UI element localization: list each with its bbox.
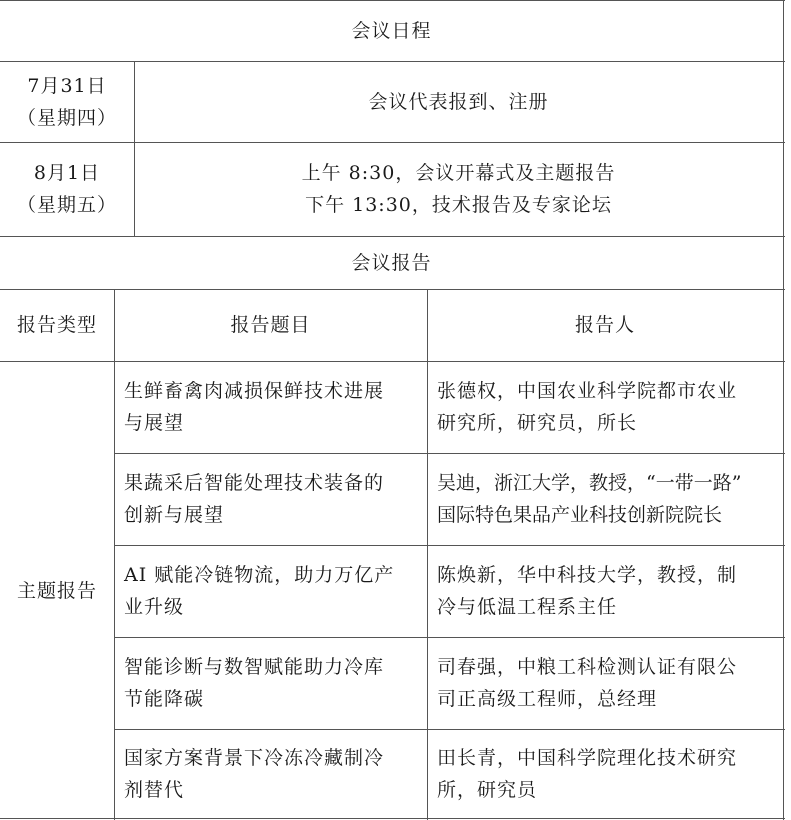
report-title-line: 创新与展望 xyxy=(124,504,225,526)
report-title-cell xyxy=(114,637,427,729)
schedule-event-cell xyxy=(134,142,783,236)
report-speaker-line: 研究所，研究员，所长 xyxy=(437,412,638,434)
report-speaker-line: 冷与低温工程系主任 xyxy=(437,596,618,618)
report-speaker-line: 张德权，中国农业科学院都市农业 xyxy=(437,380,738,402)
report-speaker-cell xyxy=(427,361,783,453)
schedule-event-line: 会议代表报到、注册 xyxy=(368,90,549,113)
report-title-line: 剂替代 xyxy=(124,778,185,801)
report-speaker-cell xyxy=(427,453,783,545)
report-title-line: 业升级 xyxy=(124,596,185,618)
column-header-speaker: 报告人 xyxy=(574,314,635,336)
column-header-type: 报告类型 xyxy=(16,314,97,336)
report-type-cell: 主题报告 xyxy=(16,579,97,602)
schedule-date: 7月31日 xyxy=(27,74,107,97)
reports-heading: 会议报告 xyxy=(351,251,432,274)
rule xyxy=(0,818,785,819)
report-title-line: AI 赋能冷链物流，助力万亿产 xyxy=(124,564,395,586)
column-header-title: 报告题目 xyxy=(230,314,311,336)
schedule-event-cell xyxy=(134,61,783,142)
rule xyxy=(783,0,784,820)
schedule-weekday: （星期四） xyxy=(16,106,117,129)
schedule-date: 8月1日 xyxy=(33,162,101,184)
schedule-event-line: 上午 8:30，会议开幕式及主题报告 xyxy=(301,162,616,184)
report-title-line: 与展望 xyxy=(124,412,185,434)
report-title-line: 节能降碳 xyxy=(124,688,205,710)
report-title-cell xyxy=(114,545,427,637)
report-speaker-cell xyxy=(427,545,783,637)
report-title-cell xyxy=(114,453,427,545)
schedule-heading: 会议日程 xyxy=(351,19,432,42)
schedule-event-line: 下午 13:30，技术报告及专家论坛 xyxy=(305,194,612,216)
report-title-cell xyxy=(114,729,427,818)
schedule-date-cell xyxy=(0,61,134,142)
report-speaker-line: 吴迪，浙江大学，教授，“一带一路” xyxy=(437,472,742,494)
report-speaker-line: 田长青，中国科学院理化技术研究 xyxy=(437,746,738,769)
report-speaker-line: 司正高级工程师，总经理 xyxy=(437,688,658,710)
report-speaker-line: 国际特色果品产业科技创新院院长 xyxy=(437,504,723,526)
report-speaker-line: 陈焕新，华中科技大学，教授，制 xyxy=(437,564,738,586)
report-speaker-cell xyxy=(427,729,783,818)
report-title-line: 智能诊断与数智赋能助力冷库 xyxy=(124,656,385,678)
report-title-line: 生鲜畜禽肉减损保鲜技术进展 xyxy=(124,380,385,402)
report-title-cell xyxy=(114,361,427,453)
report-title-line: 果蔬采后智能处理技术装备的 xyxy=(124,472,385,494)
report-speaker-line: 所，研究员 xyxy=(437,778,538,801)
schedule-weekday: （星期五） xyxy=(16,194,117,216)
report-title-line: 国家方案背景下冷冻冷藏制冷 xyxy=(124,746,385,769)
report-speaker-cell xyxy=(427,637,783,729)
report-speaker-line: 司春强，中粮工科检测认证有限公 xyxy=(437,656,738,678)
schedule-date-cell xyxy=(0,142,134,236)
